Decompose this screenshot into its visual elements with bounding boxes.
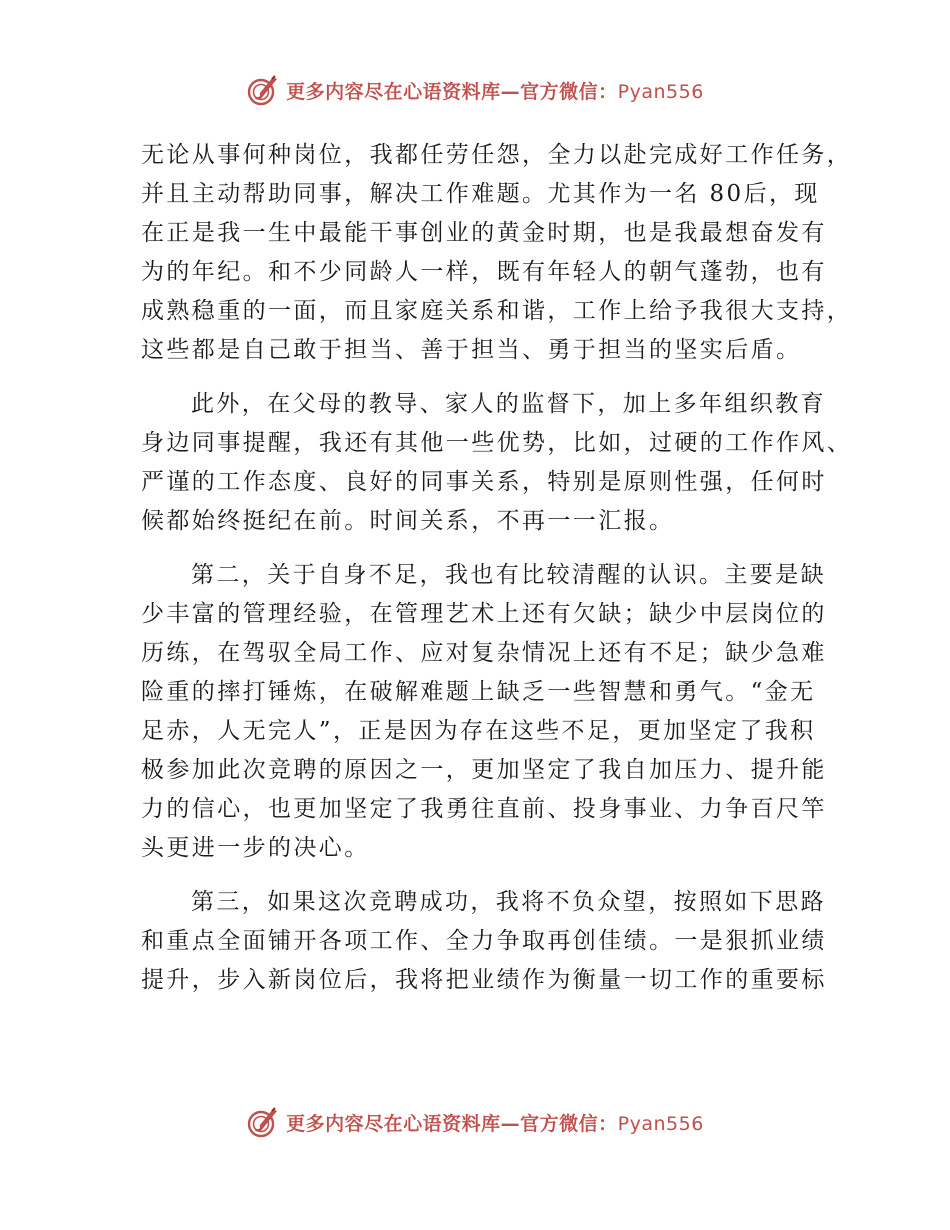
text-line: 极参加此次竞聘的原因之一，更加坚定了我自加压力、提升能 (141, 757, 827, 783)
text-line: 力的信心，也更加坚定了我勇往直前、投身事业、力争百尺竿 (141, 796, 827, 822)
paragraph-3 (141, 556, 827, 868)
banner-text (286, 1109, 704, 1136)
text-line: 历练，在驾驭全局工作、应对复杂情况上还有不足；缺少急难 (141, 640, 827, 666)
text-line: 无论从事何种岗位，我都任劳任怨，全力以赴完成好工作任务， (141, 142, 853, 168)
text-line: 和重点全面铺开各项工作、全力争取再创佳绩。一是狠抓业绩 (141, 928, 827, 954)
text-line: 严谨的工作态度、良好的同事关系，特别是原则性强，任何时 (141, 469, 827, 495)
header-banner (0, 68, 950, 112)
text-line: 成熟稳重的一面，而且家庭关系和谐，工作上给予我很大支持， (141, 298, 853, 324)
text-line: 在正是我一生中最能干事创业的黄金时期，也是我最想奋发有 (141, 220, 827, 246)
text-line: 第二，关于自身不足，我也有比较清醒的认识。主要是缺 (191, 562, 826, 588)
banner-text (286, 77, 704, 104)
quill-pen-logo-icon (246, 1105, 280, 1139)
text-line: 提升，步入新岗位后，我将把业绩作为衡量一切工作的重要标 (141, 967, 827, 993)
banner-wechat-id: Pyan556 (617, 80, 704, 103)
text-line: 身边同事提醒，我还有其他一些优势，比如，过硬的工作作风、 (141, 430, 853, 456)
text-line: 第三，如果这次竞聘成功，我将不负众望，按照如下思路 (191, 889, 826, 915)
text-line: 险重的摔打锤炼，在破解难题上缺乏一些智慧和勇气。“金无 (141, 679, 816, 705)
paragraph-2 (141, 385, 853, 541)
text-line: 头更进一步的决心。 (141, 835, 370, 861)
footer-banner (0, 1100, 950, 1144)
text-line: 这些都是自己敢于担当、善于担当、勇于担当的坚实后盾。 (141, 337, 802, 363)
text-line: 并且主动帮助同事，解决工作难题。尤其作为一名 80后，现 (141, 181, 820, 207)
text-line: 足赤，人无完人”，正是因为存在这些不足，更加坚定了我积 (141, 718, 816, 744)
banner-promo-text: 更多内容尽在心语资料库—官方微信： (286, 1112, 618, 1135)
banner-wechat-id: Pyan556 (617, 1112, 704, 1135)
text-line: 候都始终挺纪在前。时间关系，不再一一汇报。 (141, 508, 675, 534)
banner-promo-text: 更多内容尽在心语资料库—官方微信： (286, 80, 618, 103)
paragraph-1 (141, 136, 853, 370)
document-body (141, 136, 853, 1015)
text-line: 此外，在父母的教导、家人的监督下，加上多年组织教育 (191, 391, 826, 417)
text-line: 为的年纪。和不少同龄人一样，既有年轻人的朝气蓬勃，也有 (141, 259, 827, 285)
quill-pen-logo-icon (246, 73, 280, 107)
paragraph-4 (141, 883, 827, 1000)
text-line: 少丰富的管理经验，在管理艺术上还有欠缺；缺少中层岗位的 (141, 601, 827, 627)
